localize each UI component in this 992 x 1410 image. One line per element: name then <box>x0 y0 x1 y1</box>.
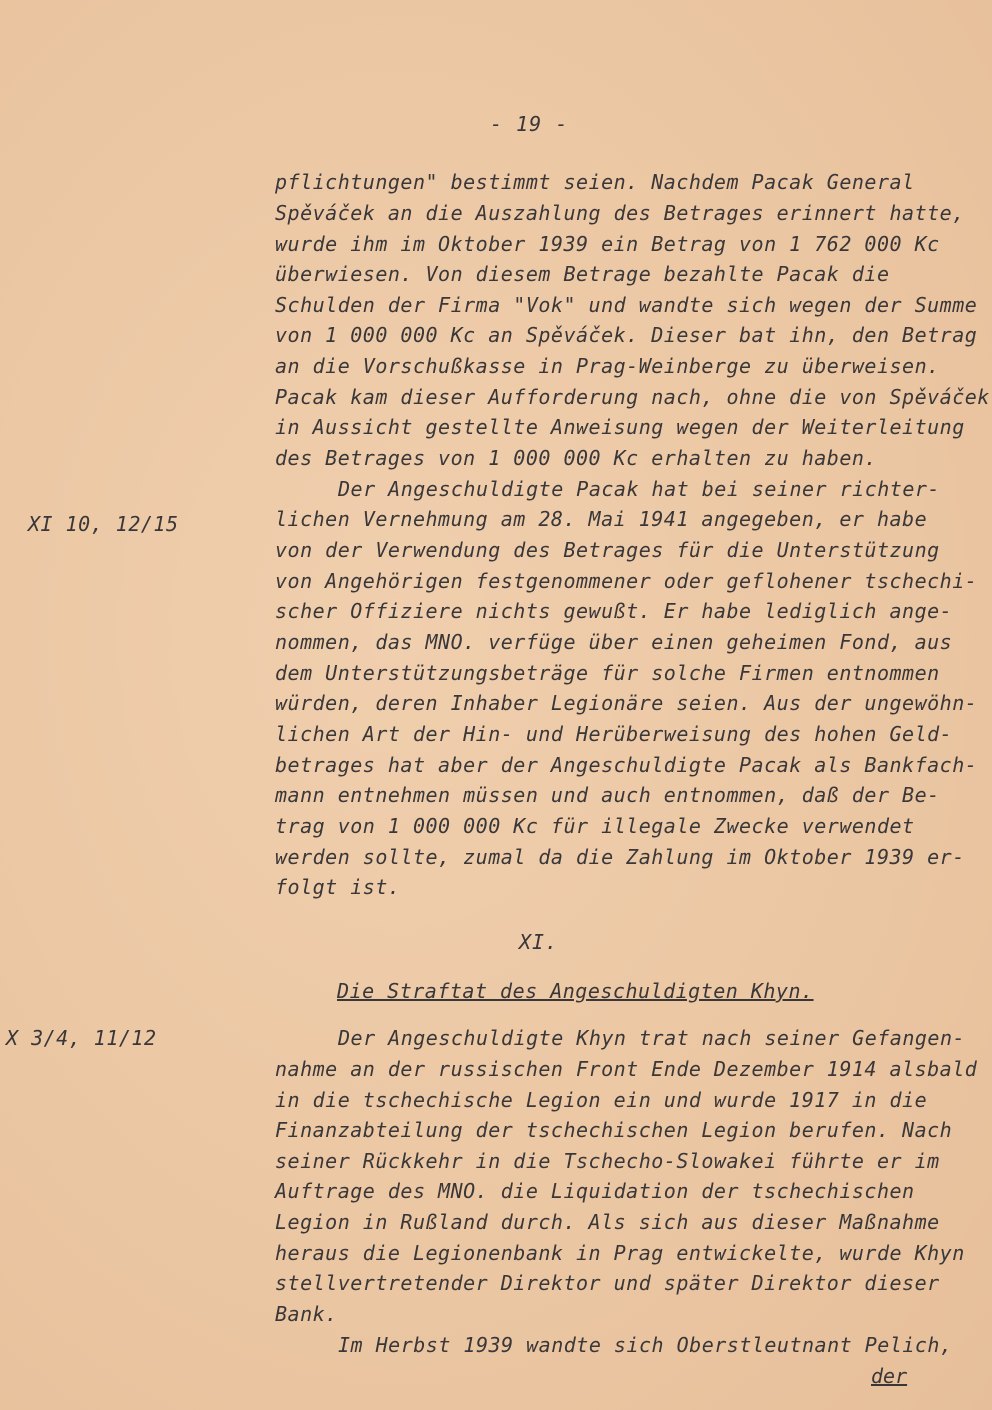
text-line: betrages hat aber der Angeschuldigte Pacak als Bankfach- <box>275 753 978 777</box>
text-line: Bank. <box>275 1302 338 1326</box>
text-line: in Aussicht gestellte Anweisung wegen der Weiterleitung <box>275 415 965 439</box>
text-line: Legion in Rußland durch. Als sich aus dieser Maßnahme <box>275 1210 940 1234</box>
text-line: von der Verwendung des Betrages für die Unterstützung <box>275 538 940 562</box>
text-line: mann entnehmen müssen und auch entnommen, daß der Be- <box>275 783 940 807</box>
text-line: von 1 000 000 Kc an Spěváček. Dieser bat ihn, den Betrag <box>275 323 978 347</box>
text-line: wurde ihm im Oktober 1939 ein Betrag von 1 762 000 Kc <box>275 232 940 256</box>
text-line: Finanzabteilung der tschechischen Legion berufen. Nach <box>275 1118 953 1142</box>
text-line: des Betrages von 1 000 000 Kc erhalten zu haben. <box>275 446 877 470</box>
text-line: lichen Art der Hin- und Herüberweisung des hohen Geld- <box>275 722 953 746</box>
text-line: überwiesen. Von diesem Betrage bezahlte Pacak die <box>275 262 890 286</box>
text-line: seiner Rückkehr in die Tschecho-Slowakei führte er im <box>275 1149 940 1173</box>
text-line: heraus die Legionenbank in Prag entwickelte, wurde Khyn <box>275 1241 965 1265</box>
text-line: Auftrage des MNO. die Liquidation der tschechischen <box>275 1179 915 1203</box>
text-line: Im Herbst 1939 wandte sich Oberstleutnant Pelich, <box>338 1333 953 1357</box>
text-line: Der Angeschuldigte Khyn trat nach seiner Gefangen- <box>338 1026 966 1050</box>
text-line: an die Vorschußkasse in Prag-Weinberge zu überweisen. <box>275 354 940 378</box>
section-number: XI. <box>519 930 559 954</box>
text-line: werden sollte, zumal da die Zahlung im Oktober 1939 er- <box>275 845 965 869</box>
margin-note-reference: XI 10, 12/15 <box>28 512 179 536</box>
catchword: der <box>871 1364 908 1388</box>
text-line: von Angehörigen festgenommener oder geflohener tschechi- <box>275 569 978 593</box>
margin-note-reference: X 3/4, 11/12 <box>6 1026 157 1050</box>
text-line: Pacak kam dieser Aufforderung nach, ohne die von Spěváček <box>275 385 990 409</box>
text-line: stellvertretender Direktor und später Direktor dieser <box>275 1271 940 1295</box>
text-line: Der Angeschuldigte Pacak hat bei seiner richter- <box>338 477 940 501</box>
text-line: trag von 1 000 000 Kc für illegale Zwecke verwendet <box>275 814 915 838</box>
section-heading: Die Straftat des Angeschuldigten Khyn. <box>337 979 814 1003</box>
text-line: in die tschechische Legion ein und wurde 1917 in die <box>275 1088 928 1112</box>
text-line: scher Offiziere nichts gewußt. Er habe lediglich ange- <box>275 599 953 623</box>
text-line: folgt ist. <box>275 875 401 899</box>
text-line: Schulden der Firma "Vok" und wandte sich wegen der Summe <box>275 293 978 317</box>
page-number: - 19 - <box>490 112 569 136</box>
text-line: dem Unterstützungsbeträge für solche Firmen entnommen <box>275 661 940 685</box>
text-line: lichen Vernehmung am 28. Mai 1941 angegeben, er habe <box>275 507 928 531</box>
text-line: würden, deren Inhaber Legionäre seien. Aus der ungewöhn- <box>275 691 978 715</box>
text-line: nahme an der russischen Front Ende Dezember 1914 alsbald <box>275 1057 978 1081</box>
text-line: Spěváček an die Auszahlung des Betrages erinnert hatte, <box>275 201 965 225</box>
text-line: nommen, das MNO. verfüge über einen geheimen Fond, aus <box>275 630 953 654</box>
text-line: pflichtungen" bestimmt seien. Nachdem Pacak General <box>275 170 915 194</box>
